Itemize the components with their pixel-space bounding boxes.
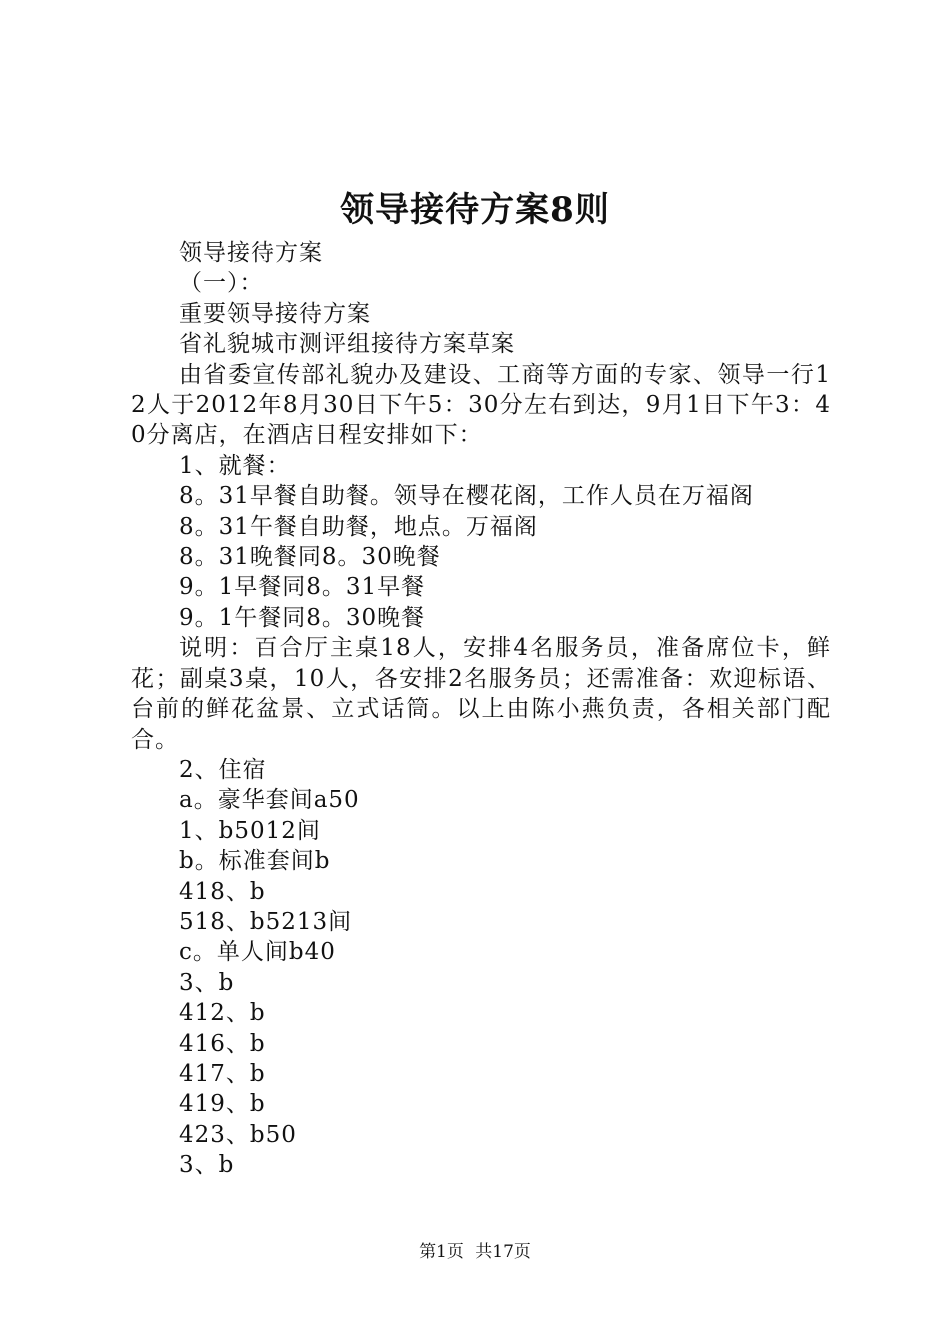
page-total: 共17页 bbox=[475, 1242, 531, 1262]
paragraph: 412、b bbox=[179, 1000, 266, 1027]
paragraph: a。豪华套间a50 bbox=[179, 787, 360, 814]
page-number: 第1页 bbox=[419, 1242, 464, 1262]
paragraph: 1、b5012间 bbox=[179, 817, 321, 844]
paragraph: 领导接待方案 bbox=[179, 240, 323, 266]
paragraph: 9。1午餐同8。30晚餐 bbox=[179, 604, 426, 631]
paragraph: 418、b bbox=[179, 878, 266, 905]
paragraph: 重要领导接待方案 bbox=[179, 300, 371, 327]
paragraph: 9。1早餐同8。31早餐 bbox=[179, 574, 426, 601]
paragraph: 3、b bbox=[179, 1152, 235, 1179]
paragraph: 419、b bbox=[179, 1091, 266, 1118]
paragraph: 1、就餐： bbox=[179, 452, 291, 479]
paragraph: 423、b50 bbox=[179, 1121, 297, 1148]
paragraph: c。单人间b40 bbox=[179, 939, 336, 966]
page-footer bbox=[0, 1240, 950, 1264]
paragraph: b。标准套间b bbox=[179, 848, 331, 875]
paragraph: （一）： bbox=[179, 270, 264, 297]
paragraph: 417、b bbox=[179, 1060, 266, 1087]
document-body bbox=[131, 238, 831, 1181]
paragraph: 8。31晚餐同8。30晚餐 bbox=[179, 544, 441, 571]
paragraph: 2、住宿 bbox=[179, 756, 267, 783]
paragraph: 518、b5213间 bbox=[179, 908, 353, 935]
paragraph: 416、b bbox=[179, 1030, 266, 1057]
paragraph: 8。31午餐自助餐，地点。万福阁 bbox=[179, 513, 538, 540]
paragraph: 8。31早餐自助餐。领导在樱花阁，工作人员在万福阁 bbox=[179, 483, 754, 510]
paragraph: 3、b bbox=[179, 969, 235, 996]
paragraph: 说明：百合厅主桌18人，安排4名服务员，准备席位卡，鲜花；副桌3桌，10人，各安排2名服务员；还需准备：欢迎标语、台前的鲜花盆景、立式话筒。以上由陈小燕负责，各相关部门配合。 bbox=[131, 635, 831, 753]
paragraph: 省礼貌城市测评组接待方案草案 bbox=[179, 331, 515, 358]
paragraph: 由省委宣传部礼貌办及建设、工商等方面的专家、领导一行12人于2012年8月30日下午5：30分左右到达，9月1日下午3：40分离店，在酒店日程安排如下： bbox=[131, 361, 831, 449]
document-title: 领导接待方案8则 bbox=[340, 190, 610, 230]
